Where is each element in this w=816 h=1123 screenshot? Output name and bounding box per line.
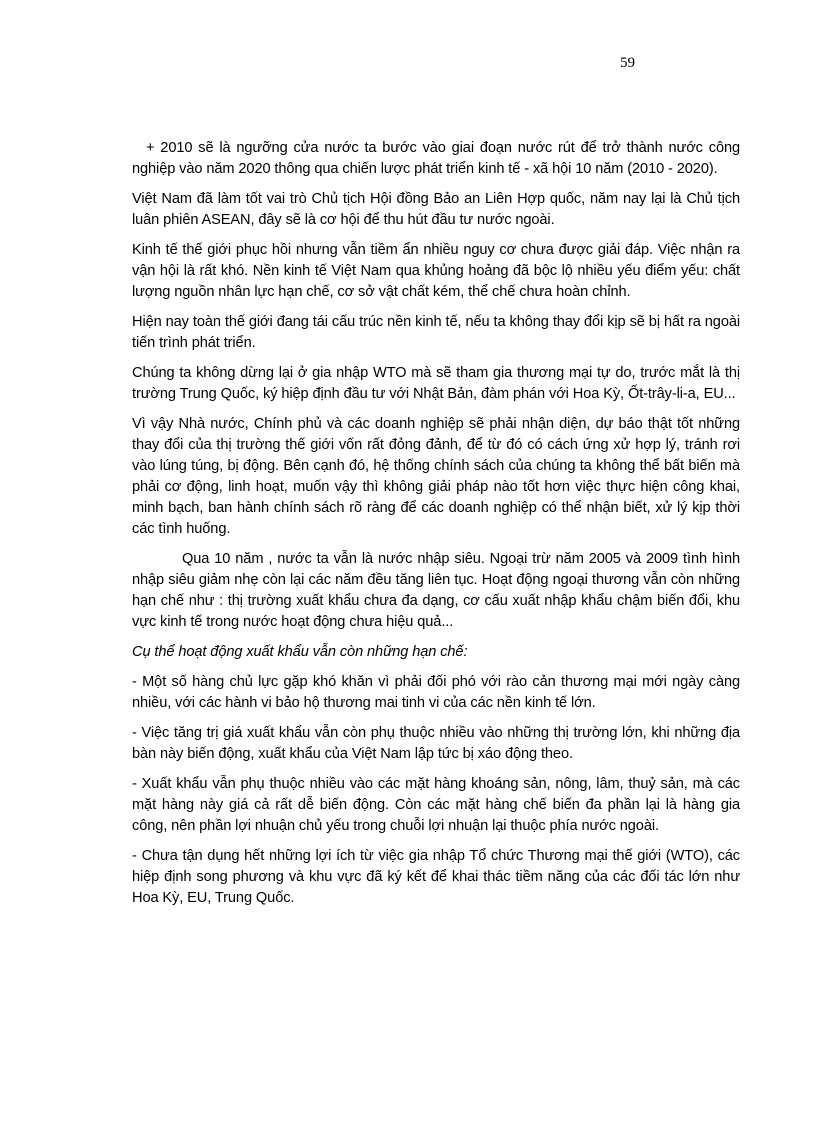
paragraph-2010-milestone: + 2010 sẽ là ngưỡng cửa nước ta bước vào giai đoạn nước rút để trở thành nước công nghiệp vào năm 2020 thông qua chiến lược phát triển kinh tế - xã hội 10 năm (2010 - 2020). (132, 140, 740, 177)
list-item-market-dependence: - Việc tăng trị giá xuất khẩu vẫn còn phụ thuộc nhiều vào những thị trường lớn, khi những địa bàn này biến động, xuất khẩu của Việt Nam lập tức bị xáo động theo. (132, 725, 740, 762)
paragraph-import-surplus: Qua 10 năm , nước ta vẫn là nước nhập siêu. Ngoại trừ năm 2005 và 2009 tình hình nhập siêu giảm nhẹ còn lại các năm đều tăng liên tục. Hoạt động ngoại thương vẫn còn những hạn chế như : thị trường xuất khẩu chưa đa dạng, cơ cấu xuất nhập khẩu chậm biến đổi, khu vực kinh tế trong nước hoạt động chưa hiệu quả... (132, 551, 740, 630)
section-heading-export-limits: Cụ thể hoạt động xuất khẩu vẫn còn những hạn chế: (132, 644, 468, 660)
paragraph-policy: Vì vậy Nhà nước, Chính phủ và các doanh nghiệp sẽ phải nhận diện, dự báo thật tốt những thay đổi của thị trường thế giới vốn rất đỏng đảnh, để từ đó có cách ứng xử hợp lý, tránh rơi vào lúng túng, bị động. Bên cạnh đó, hệ thống chính sách của chúng ta không thể bất biến mà phải cơ động, linh hoạt, muốn vậy thì không giải pháp nào tốt hơn việc thực hiện công khai, minh bạch, ban hành chính sách rõ ràng để các doanh nghiệp có thể nhận biết, xử lý kịp thời các tình huống. (132, 416, 740, 537)
list-item-wto-benefits: - Chưa tận dụng hết những lợi ích từ việc gia nhập Tổ chức Thương mại thế giới (WTO), các hiệp định song phương và khu vực đã ký kết để khai thác tiềm năng của các đối tác lớn như Hoa Kỳ, EU, Trung Quốc. (132, 848, 740, 906)
paragraph-wto-trade: Chúng ta không dừng lại ở gia nhập WTO mà sẽ tham gia thương mại tự do, trước mắt là thị trường Trung Quốc, ký hiệp định đầu tư với Nhật Bản, đàm phán với Hoa Kỳ, Ốt-trây-li-a, EU... (132, 365, 740, 402)
page-number: 59 (620, 55, 635, 71)
body-text (132, 138, 740, 918)
paragraph-vietnam-role: Việt Nam đã làm tốt vai trò Chủ tịch Hội đồng Bảo an Liên Hợp quốc, năm nay lại là Chủ tịch luân phiên ASEAN, đây sẽ là cơ hội để thu hút đầu tư nước ngoài. (132, 191, 740, 228)
list-item-trade-barriers: - Một số hàng chủ lực gặp khó khăn vì phải đối phó với rào cản thương mại mới ngày càng nhiều, với các hành vi bảo hộ thương mai tinh vi của các nền kinh tế lớn. (132, 674, 740, 711)
list-item-commodity-dependence: - Xuất khẩu vẫn phụ thuộc nhiều vào các mặt hàng khoáng sản, nông, lâm, thuỷ sản, mà các mặt hàng này giá cả rất dễ biến động. Còn các mặt hàng chế biến đa phần lại là hàng gia công, nên phần lợi nhuận chủ yếu trong chuỗi lợi nhuận lại thuộc phía nước ngoài. (132, 776, 740, 834)
paragraph-restructuring: Hiện nay toàn thế giới đang tái cấu trúc nền kinh tế, nếu ta không thay đổi kịp sẽ bị hất ra ngoài tiến trình phát triển. (132, 314, 740, 351)
paragraph-world-economy: Kinh tế thế giới phục hồi nhưng vẫn tiềm ẩn nhiều nguy cơ chưa được giải đáp. Việc nhận ra vận hội là rất khó. Nền kinh tế Việt Nam qua khủng hoảng đã bộc lộ nhiều yếu điểm yếu: chất lượng nguồn nhân lực hạn chế, cơ sở vật chất kém, thể chế chưa hoàn chỉnh. (132, 242, 740, 300)
